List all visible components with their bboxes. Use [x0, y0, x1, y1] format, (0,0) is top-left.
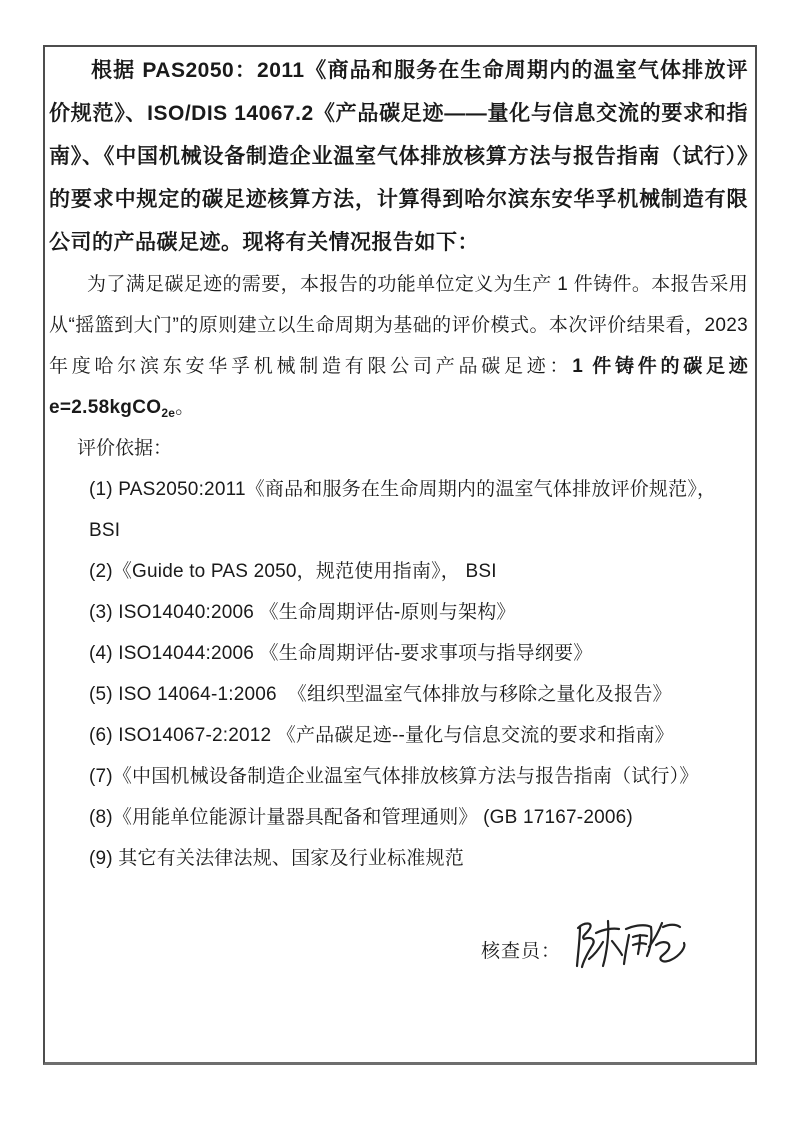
intro-paragraph — [49, 49, 748, 264]
verifier-signature-row — [481, 919, 697, 979]
reference-item: (1) PAS2050:2011《商品和服务在生命周期内的温室气体排放评价规范》， BSI — [89, 479, 722, 541]
result-value: 1 件铸件的碳足迹 e=2.58kgCO — [49, 356, 749, 418]
body-text: 为了满足碳足迹的需要，本报告的功能单位定义为生产 1 件铸件。本报告采用从“摇篮到大门”的原则建立以生命周期为基础的评价模式。本次评价结果看，2023 年度哈尔滨东安华孚机械制造有限公司产品碳足迹： — [49, 274, 748, 377]
intro-rest: 《产品碳足迹——量化与信息交流的要求和指南》、《中国机械设备制造企业温室气体排放核算方法与报告指南（试行）》的要求中规定的碳足迹核算方法，计算得到哈尔滨东安华孚机械制造有限公司的产品碳足迹。现将有关情况报告如下： — [49, 102, 749, 254]
verifier-label: 核查员： — [481, 940, 562, 962]
standard-code-iso14067: ISO/DIS 14067.2 — [147, 102, 314, 125]
document-border-box — [43, 45, 757, 1065]
reference-item: (6) ISO14067-2:2012 《产品碳足迹--量化与信息交流的要求和指南》 — [89, 725, 674, 746]
evaluation-basis-label: 评价依据： — [77, 438, 173, 459]
reference-item: (2)《Guide to PAS 2050，规范使用指南》， BSI — [89, 561, 497, 582]
co2e-subscript: 2e — [161, 406, 176, 420]
standard-code-pas2050: PAS2050：2011 — [142, 59, 305, 82]
reference-item: (9) 其它有关法律法规、国家及行业标准规范 — [89, 848, 464, 869]
reference-item: (4) ISO14044:2006 《生命周期评估-要求事项与指导纲要》 — [89, 643, 593, 664]
body-paragraph — [49, 264, 748, 428]
reference-item: (7)《中国机械设备制造企业温室气体排放核算方法与报告指南（试行）》 — [89, 766, 699, 787]
body-tail: 。 — [175, 397, 195, 418]
standard-title-1: 《商品和服务在生命周期内的温室气体排放评价规范》、 — [49, 59, 749, 125]
reference-item: (8)《用能单位能源计量器具配备和管理通则》 (GB 17167-2006) — [89, 807, 633, 828]
reference-item: (3) ISO14040:2006 《生命周期评估-原则与架构》 — [89, 602, 516, 623]
handwritten-signature-icon — [569, 914, 697, 974]
intro-lead: 根据 — [91, 59, 143, 82]
reference-item: (5) ISO 14064-1:2006 《组织型温室气体排放与移除之量化及报告》 — [89, 684, 672, 705]
reference-list — [49, 469, 748, 879]
